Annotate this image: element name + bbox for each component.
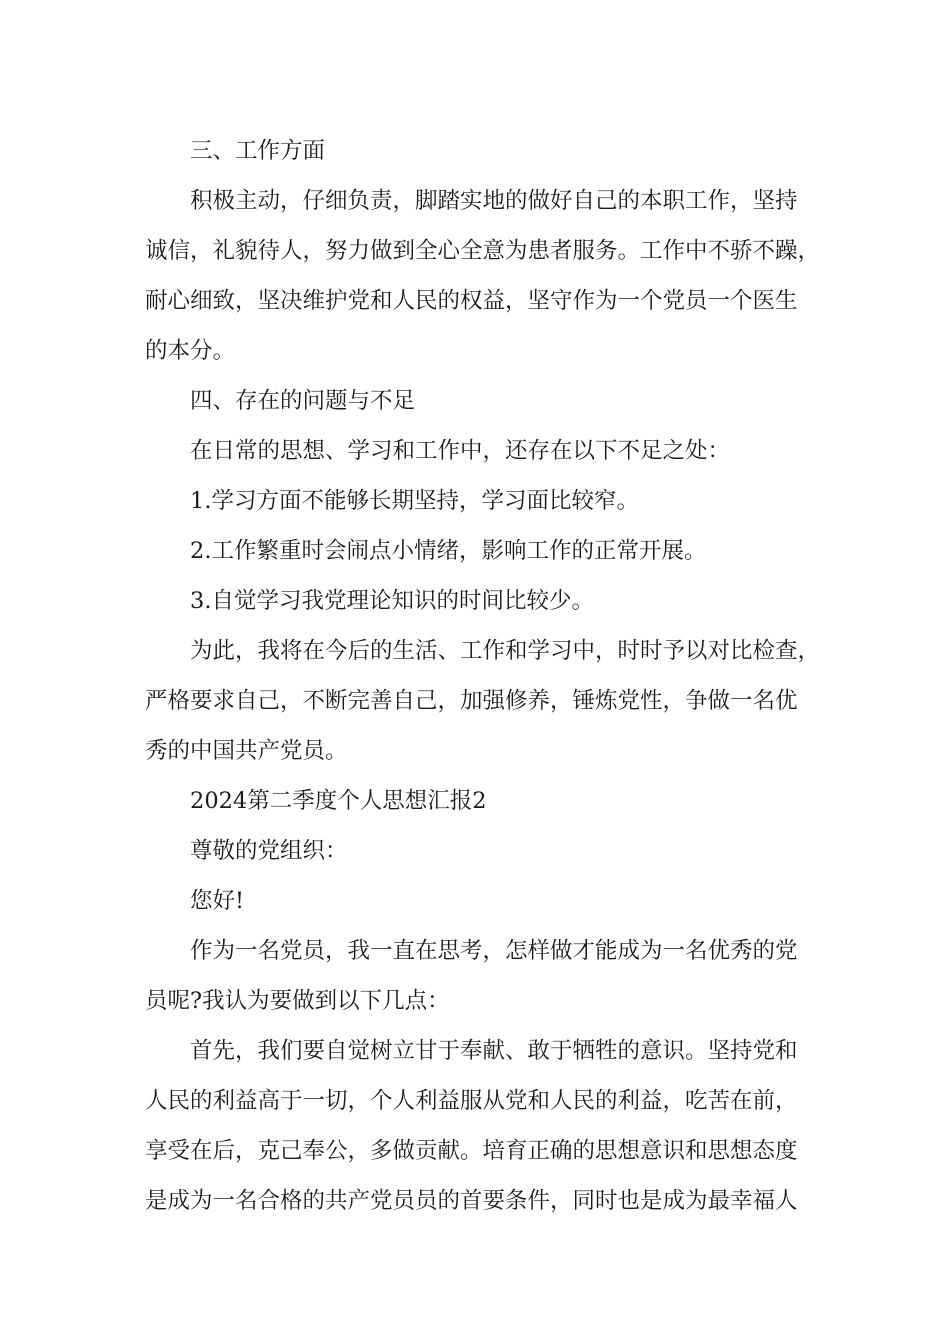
list-item: 3.自觉学习我党理论知识的时间比较少。 xyxy=(190,588,594,614)
paragraph-line: 的本分。 xyxy=(145,338,236,364)
document-body xyxy=(145,126,825,1226)
paragraph-line: 作为一名党员，我一直在思考，怎样做才能成为一名优秀的党 xyxy=(190,938,798,964)
paragraph-line: 是成为一名合格的共产党员员的首要条件，同时也是成为最幸福人 xyxy=(145,1188,798,1214)
list-item: 1.学习方面不能够长期坚持，学习面比较窄。 xyxy=(190,488,639,514)
salutation: 尊敬的党组织： xyxy=(190,838,348,864)
report-title: 2024第二季度个人思想汇报2 xyxy=(190,788,487,814)
paragraph-line: 耐心细致，坚决维护党和人民的权益，坚守作为一个党员一个医生 xyxy=(145,288,798,314)
paragraph-line: 积极主动，仔细负责，脚踏实地的做好自己的本职工作，坚持 xyxy=(190,188,798,214)
paragraph-line: 为此，我将在今后的生活、工作和学习中，时时予以对比检查， xyxy=(190,638,821,664)
paragraph-line: 首先，我们要自觉树立甘于奉献、敢于牺牲的意识。坚持党和 xyxy=(190,1038,798,1064)
paragraph-line: 人民的利益高于一切，个人利益服从党和人民的利益，吃苦在前， xyxy=(145,1088,798,1114)
paragraph-line: 严格要求自己，不断完善自己，加强修养，锤炼党性，争做一名优 xyxy=(145,688,798,714)
paragraph-line: 员呢?我认为要做到以下几点： xyxy=(145,988,450,1014)
section-heading-problems: 四、存在的问题与不足 xyxy=(190,388,416,414)
paragraph-line: 在日常的思想、学习和工作中，还存在以下不足之处： xyxy=(190,438,731,464)
paragraph-line: 享受在后，克己奉公，多做贡献。培育正确的思想意识和思想态度 xyxy=(145,1138,798,1164)
paragraph-line: 诚信，礼貌待人，努力做到全心全意为患者服务。工作中不骄不躁， xyxy=(145,238,821,264)
greeting: 您好! xyxy=(190,888,245,914)
list-item: 2.工作繁重时会闹点小情绪，影响工作的正常开展。 xyxy=(190,538,707,564)
paragraph-line: 秀的中国共产党员。 xyxy=(145,738,348,764)
section-heading-work: 三、工作方面 xyxy=(190,138,326,164)
